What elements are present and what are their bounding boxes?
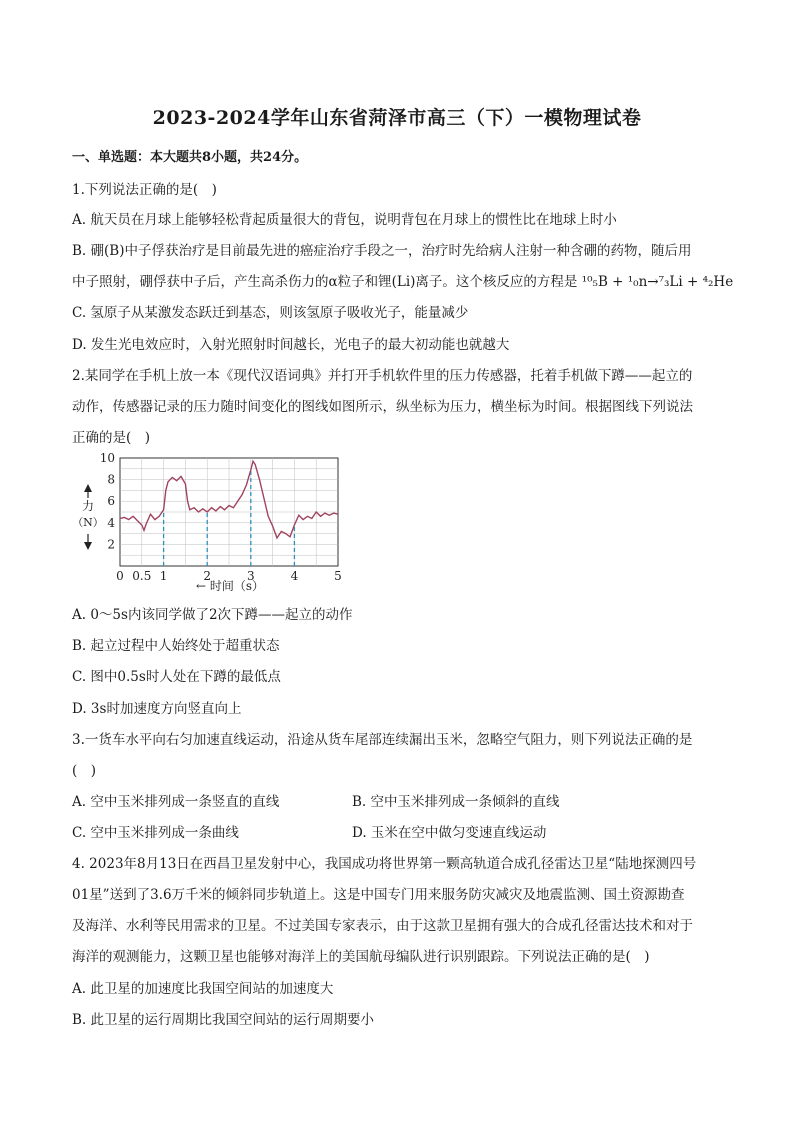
pressure-time-chart [72,448,362,598]
q1-option-c: C. 氢原子从某激发态跃迁到基态，则该氢原子吸收光子，能量减少 [72,305,469,321]
x-axis-label: ← 时间（s） [195,579,265,593]
x-tick-label: 5 [334,569,342,583]
page-title: 2023-2024学年山东省菏泽市高三（下）一模物理试卷 [152,107,642,129]
q2-stem-line2: 动作，传感器记录的压力随时间变化的图线如图所示，纵坐标为压力，横坐标为时间。根据图线下列说法 [72,399,693,415]
q3-option-d: D. 玉米在空中做匀变速直线运动 [352,825,547,841]
q4-stem-line4: 海洋的观测能力，这颗卫星也能够对海洋上的美国航母编队进行识别跟踪。下列说法正确的是( ) [72,949,650,965]
q2-option-c: C. 图中0.5s时人处在下蹲的最低点 [72,669,281,685]
y-arrow-down-head [84,542,92,550]
y-tick-label: 10 [99,451,115,465]
x-tick-label: 0.5 [132,569,152,583]
x-tick-label: 0 [116,569,124,583]
q1-stem: 1.下列说法正确的是( ) [72,182,217,198]
q4-stem-line1: 4. 2023年8月13日在西昌卫星发射中心，我国成功将世界第一颗高轨道合成孔径雷达卫星“陆地探测四号 [72,856,697,872]
y-tick-label: 4 [107,515,115,530]
y-tick-label: 2 [107,537,115,552]
chart-svg [72,448,362,598]
q2-stem-line3: 正确的是( ) [72,430,151,446]
q3-stem-line1: 3.一货车水平向右匀加速直线运动，沿途从货车尾部连续漏出玉米，忽略空气阻力，则下列说法正确的是 [72,732,693,748]
q4-stem-line2: 01星”送到了3.6万千米的倾斜同步轨道上。这是中国专门用来服务防灾减灾及地震监测、国土资源勘查 [72,887,685,903]
q4-option-b: B. 此卫星的运行周期比我国空间站的运行周期要小 [72,1012,375,1028]
q2-option-b: B. 起立过程中人始终处于超重状态 [72,638,280,654]
y-arrow-up-head [84,484,92,492]
q4-option-a: A. 此卫星的加速度比我国空间站的加速度大 [72,981,334,997]
q1-option-b-line1: B. 硼(B)中子俘获治疗是目前最先进的癌症治疗手段之一，治疗时先给病人注射一种含硼的药物，随后用 [72,243,692,259]
y-axis-label-force: 力 [81,499,95,513]
y-tick-label: 8 [107,472,115,487]
q2-option-d: D. 3s时加速度方向竖直向上 [72,701,242,717]
q3-stem-line2: ( ) [72,763,97,779]
q2-stem-line1: 2.某同学在手机上放一本《现代汉语词典》并打开手机软件里的压力传感器，托着手机做下蹲——起立的 [72,368,693,384]
x-tick-label: 3 [246,569,255,583]
y-axis-label-unit: （N） [72,516,104,529]
y-tick-labels [100,451,116,551]
q4-stem-line3: 及海洋、水利等民用需求的卫星。不过美国专家表示，由于这款卫星拥有强大的合成孔径雷达技术和对于 [72,918,693,934]
q3-option-b: B. 空中玉米排列成一条倾斜的直线 [352,794,560,810]
section-heading: 一、单选题：本大题共8小题，共24分。 [72,150,308,165]
q1-option-a: A. 航天员在月球上能够轻松背起质量很大的背包，说明背包在月球上的惯性比在地球上时小 [72,212,617,228]
q3-option-c: C. 空中玉米排列成一条曲线 [72,825,239,841]
q3-option-a: A. 空中玉米排列成一条竖直的直线 [72,794,280,810]
chart-grid [120,458,338,566]
q2-option-a: A. 0～5s内该同学做了2次下蹲——起立的动作 [72,607,353,623]
x-tick-label: 1 [159,569,168,583]
x-tick-label: 2 [203,569,212,583]
q1-option-b-line2: 中子照射，硼俘获中子后，产生高杀伤力的α粒子和锂(Li)离子。这个核反应的方程是 ¹⁰₅B + ¹₀n→⁷₃Li + ⁴₂He [72,274,734,290]
x-tick-label: 4 [290,569,299,583]
y-tick-label: 6 [107,494,115,509]
y-axis-label [72,484,104,550]
q1-option-d: D. 发生光电效应时，入射光照射时间越长，光电子的最大初动能也就越大 [72,337,510,353]
